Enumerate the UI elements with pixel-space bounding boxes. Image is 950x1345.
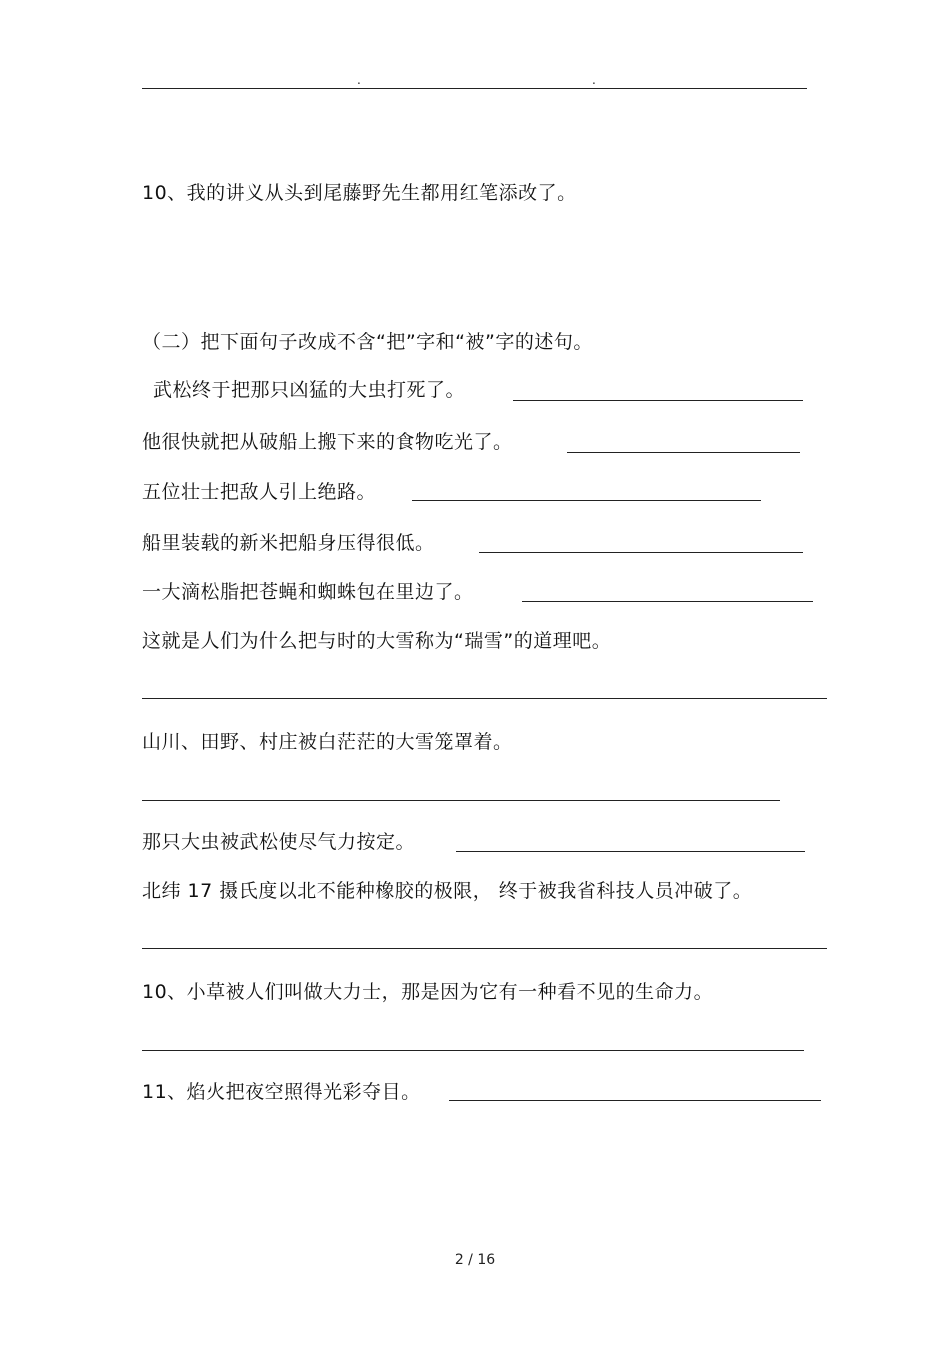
page-number: 2 / 16 [454, 1252, 496, 1268]
question-10-top: 10、我的讲义从头到尾藤野先生都用红笔添改了。 [142, 182, 577, 204]
answer-line-10[interactable] [142, 1050, 804, 1051]
sentence-10: 10、小草被人们叫做大力士，那是因为它有一种看不见的生命力。 [142, 981, 714, 1003]
answer-line-9[interactable] [142, 948, 827, 949]
answer-line-4[interactable] [479, 552, 803, 553]
answer-line-3[interactable] [412, 500, 761, 501]
answer-line-5[interactable] [522, 601, 813, 602]
sentence-2: 他很快就把从破船上搬下来的食物吃光了。 [142, 431, 513, 453]
answer-line-8[interactable] [456, 851, 805, 852]
sentence-7: 山川、田野、村庄被白茫茫的大雪笼罩着。 [142, 731, 513, 753]
sentence-1: 武松终于把那只凶猛的大虫打死了。 [153, 379, 466, 401]
sentence-6: 这就是人们为什么把与时的大雪称为“瑞雪”的道理吧。 [142, 630, 612, 652]
section-title: （二）把下面句子改成不含“把”字和“被”字的述句。 [142, 331, 593, 353]
sentence-4: 船里装载的新米把船身压得很低。 [142, 532, 435, 554]
answer-line-2[interactable] [567, 452, 800, 453]
sentence-8: 那只大虫被武松使尽气力按定。 [142, 831, 416, 853]
answer-line-6[interactable] [142, 698, 827, 699]
answer-line-7[interactable] [142, 800, 780, 801]
header-dot-left: . [357, 73, 361, 87]
sentence-3: 五位壮士把敌人引上绝路。 [142, 481, 377, 503]
header-dot-right: . [592, 73, 596, 87]
sentence-5: 一大滴松脂把苍蝇和蜘蛛包在里边了。 [142, 581, 474, 603]
header-rule [142, 88, 807, 89]
answer-line-11[interactable] [449, 1100, 821, 1101]
answer-line-1[interactable] [513, 400, 803, 401]
sentence-11: 11、焰火把夜空照得光彩夺目。 [142, 1081, 421, 1103]
sentence-9: 北纬 17 摄氏度以北不能种橡胶的极限， 终于被我省科技人员冲破了。 [142, 880, 753, 902]
